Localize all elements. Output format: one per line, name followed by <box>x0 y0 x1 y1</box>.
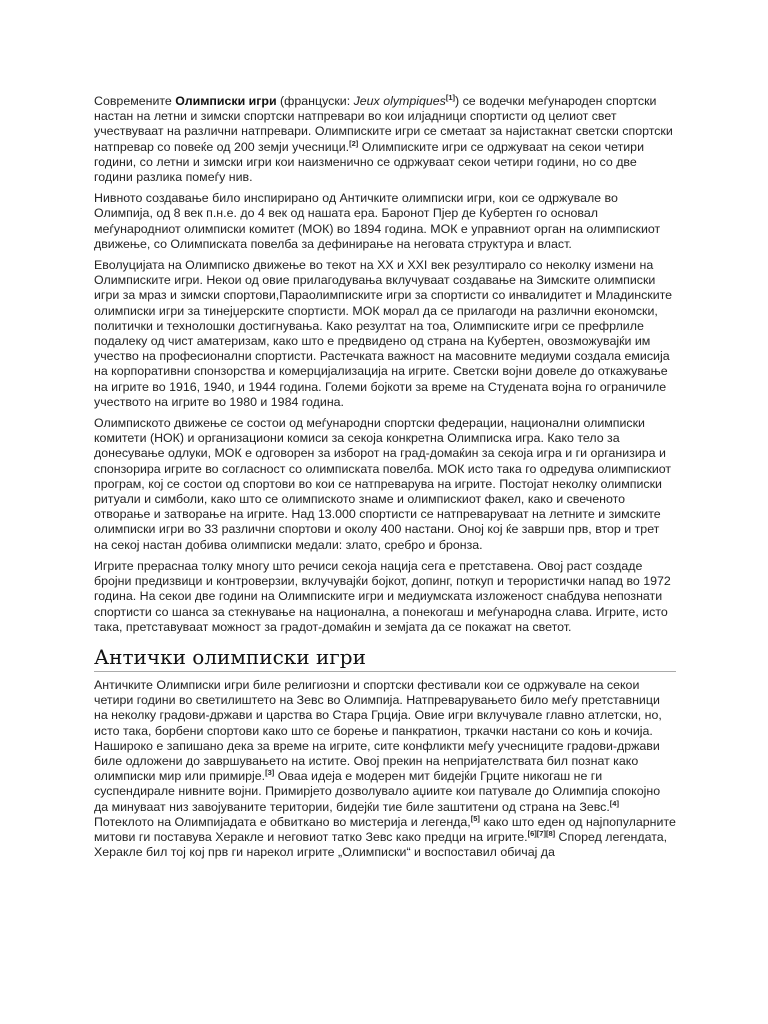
document-page <box>94 94 676 866</box>
intro-paragraph-5: Игрите прераснаа толку многу што речиси секоја нација сега е претставена. Овој раст создаде бројни предизвици и контроверзии, вклучувајќи бојкот, допинг, поткуп и терористички напад во 1972 година. На секои две години на Олимписките игри и медиумската изложеност снабдува непознати спортисти со шанса за стекнување на национална, а понекогаш и меѓународна слава. Игрите, исто така, претставуваат можност за градот-домаќин и земјата да се покажат на светот. <box>94 558 671 634</box>
text-run: Современите <box>94 94 176 108</box>
intro-paragraph-4: Олимпиското движење се состои од меѓународни спортски федерации, национални олимписки комитети (НОК) и организациони комиси за секоја конкретна Олимписка игра. Како тело за донесување одлуки, МОК е одговорен за изборот на град-домаќин за секоја игра и ги организира и спонзорира игрите во согласност со олимписката повелба. МОК исто така го одредува олимпискиот програм, кој се состои од спортови во кои се натпреварува на игрите. Постојат неколку олимписки ритуали и симболи, како што се олимпиското знаме и олимпискиот факел, како и свеченото отворање и затворање на игрите. Над 13.000 спортисти се натпреваруваат на летните и зимските олимписки игри во 33 различни спортови и околу 400 настани. Оној кој ќе заврши прв, втор и трет на секој настан добива олимписки медали: злато, сребро и бронза. <box>94 416 672 552</box>
text-run: Оваа идеја е модерен мит бидејќи Грците никогаш не ги суспендирале нивните војни. Примирјето дозволувало аџиите кои патувале до Олимпија спокојно да минуваат низ завојуваните територии, бидејќи тие биле заштитени од страна на Зевс. <box>94 769 661 814</box>
text-run: ) се водечки меѓународен спортски настан на летни и зимски спортски натпревари во кои илјадници спортисти од целиот свет учествуваат на различни натпревари. Олимписките игри се сметаат за најистакнат светски спортски натпревар со повеќе од 200 земји учесници. <box>94 94 673 154</box>
text-run: Олимписките игри се одржуваат на секои четири години, со летни и зимски игри кои наизменично се одржуваат секои четири години, но со две години разлика помеѓу нив. <box>94 139 644 185</box>
citation-ref[interactable]: [2] <box>349 138 359 148</box>
section-paragraph-1 <box>94 678 676 860</box>
text-run: Античките Олимписки игри биле религиозни и спортски фестивали кои се одржувале на секои четири години во светилиштето на Зевс во Олимпија. Натпреварувањето било меѓу претставници на неколку градови-држави и царства во Стара Грција. Овие игри вклучувале главно атлетски, но, исто така, борбени спортови како што се борење и панкратион, тркачки настани со коњ и кочија. Нашироко е запишано дека за време на игрите, сите конфликти меѓу учесниците градови-држави биле одложени до завршувањето на истите. Овој прекин на непријателствата бил познат како олимписки мир или примирје. <box>94 677 662 784</box>
italic-term: Jeux olympiques <box>353 94 446 108</box>
citation-ref[interactable]: [1] <box>445 92 456 102</box>
bold-term: Олимписки игри <box>175 94 277 108</box>
citation-ref[interactable]: [5] <box>470 813 480 823</box>
citation-ref[interactable]: [4] <box>609 798 619 808</box>
text-run: Потеклото на Олимпијадата е обвиткано во мистерија и легенда, <box>94 814 471 829</box>
text-run: Според легендата, Херакле бил тој кој прв ги нарекол игрите „Олимписки“ и воспоставил обичај да <box>94 829 668 860</box>
intro-paragraph-2: Нивното создавање било инспирирано од Античките олимписки игри, кои се одржувале во Олимпија, од 8 век п.н.е. до 4 век од нашата ера. Баронот Пјер де Кубертен го основал меѓународниот олимписки комитет (МОК) во 1894 година. МОК е управниот орган на олимпискиот движење, со Олимписката повелба за дефинирање на неговата структура и власт. <box>94 191 661 251</box>
citation-ref[interactable]: [3] <box>265 768 275 777</box>
text-run: (француски: <box>276 94 354 108</box>
text-run: како што еден од најпопуларните митови ги поставува Херакле и неговиот татко Зевс како предци на игрите. <box>94 814 676 844</box>
citation-ref[interactable]: [6][7][8] <box>527 828 556 838</box>
intro-paragraph-3: Еволуцијата на Олимписко движење во текот на XX и XXI век резултирало со неколку измени на Олимписките игри. Некои од овие прилагодувања вклучуваат создавање на Зимските олимписки игри за мраз и зимски спортови,Параолимписките игри за спортисти со инвалидитет и Младинските олимписки игри за тинејџерските спортисти. МОК морал да се прилагоди на различни економски, политички и технолошки достигнувања. Како резултат на тоа, Олимписките игри се префрлиле подалеку од чист аматеризам, како што е предвидено од страна на Кубертен, овозможувајќи им учество на професионални спортисти. Растечката важност на масовните медиуми создала емисија на корпоративни спонзорства и комерцијализација на игрите. Светски војни довеле до откажување на игрите во 1916, 1940, и 1944 година. Големи бојкоти за време на Студената војна го ограничиле учеството на игрите во 1980 и 1984 година. <box>94 258 673 409</box>
intro-paragraph-1 <box>94 94 676 185</box>
section-heading: Антички олимписки игри <box>94 645 676 672</box>
